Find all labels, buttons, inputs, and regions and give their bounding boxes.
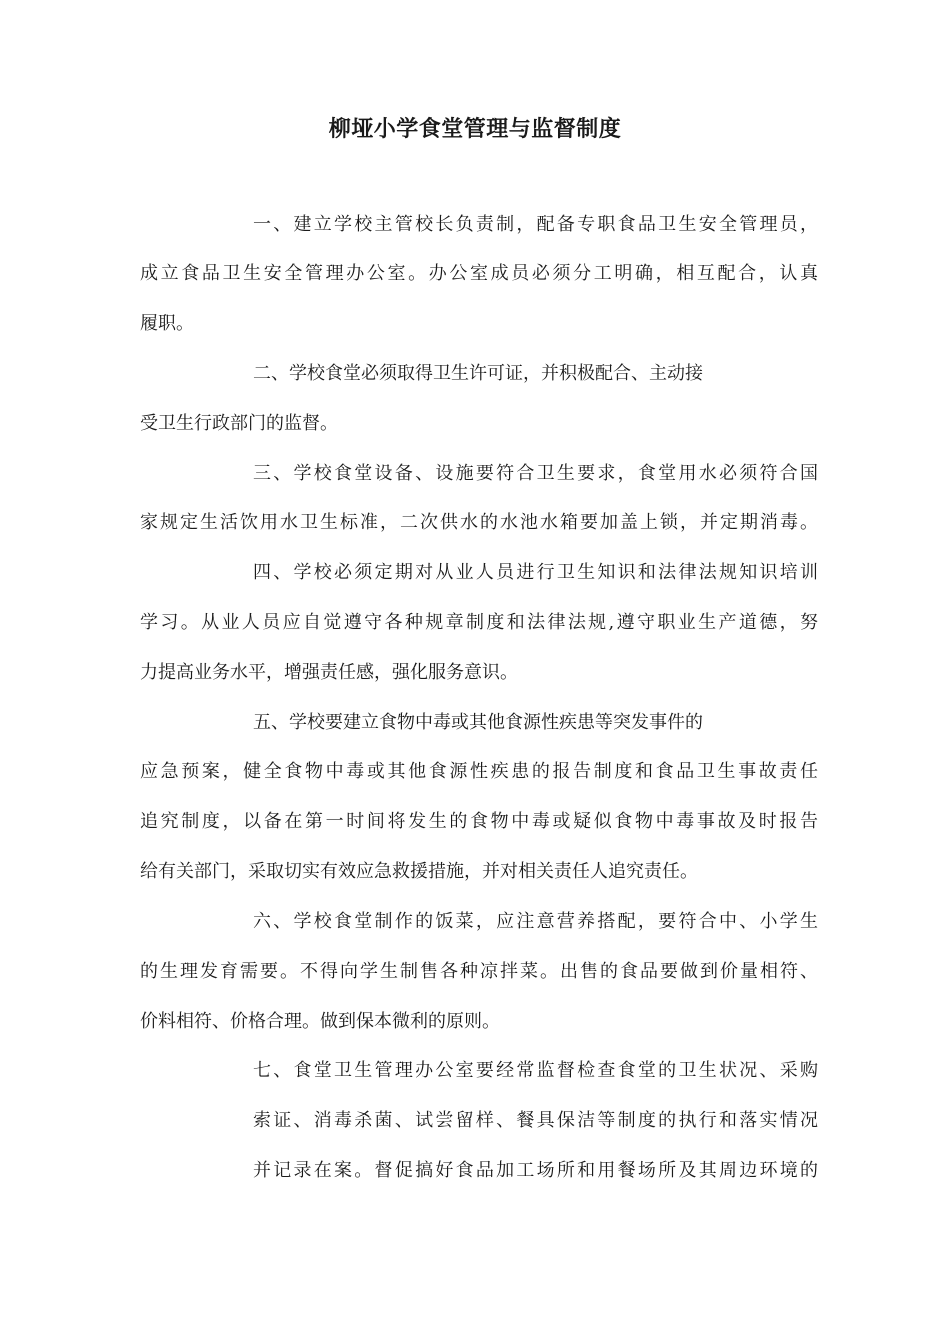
paragraph-line: 应急预案，健全食物中毒或其他食源性疾患的报告制度和食品卫生事故责任 [140, 761, 818, 782]
paragraph-line: 五、学校要建立食物中毒或其他食源性疾患等突发事件的 [253, 712, 703, 733]
paragraph-line: 力提高业务水平，增强责任感，强化服务意识。 [140, 662, 518, 683]
paragraph-line: 给有关部门，采取切实有效应急救援措施，并对相关责任人追究责任。 [140, 861, 698, 882]
paragraph-line: 索证、消毒杀菌、试尝留样、餐具保洁等制度的执行和落实情况 [253, 1110, 818, 1131]
paragraph-line: 成立食品卫生安全管理办公室。办公室成员必须分工明确，相互配合，认真 [140, 263, 818, 284]
paragraph-line: 二、学校食堂必须取得卫生许可证，并积极配合、主动接 [253, 363, 703, 384]
document-title: 柳垭小学食堂管理与监督制度 [328, 117, 622, 142]
paragraph-line: 的生理发育需要。不得向学生制售各种凉拌菜。出售的食品要做到价量相符、 [140, 961, 818, 982]
paragraph-line: 追究制度，以备在第一时间将发生的食物中毒或疑似食物中毒事故及时报告 [140, 811, 818, 832]
paragraph-line: 学习。从业人员应自觉遵守各种规章制度和法律法规,遵守职业生产道德，努 [140, 612, 818, 633]
paragraph-line: 七、食堂卫生管理办公室要经常监督检查食堂的卫生状况、采购 [253, 1060, 818, 1081]
paragraph-line: 并记录在案。督促搞好食品加工场所和用餐场所及其周边环境的 [253, 1160, 818, 1181]
paragraph-line: 三、学校食堂设备、设施要符合卫生要求，食堂用水必须符合国 [253, 463, 818, 484]
paragraph-line: 家规定生活饮用水卫生标准，二次供水的水池水箱要加盖上锁，并定期消毒。 [140, 512, 818, 533]
paragraph-line: 一、建立学校主管校长负责制，配备专职食品卫生安全管理员， [253, 214, 818, 235]
paragraph-line: 六、学校食堂制作的饭菜，应注意营养搭配，要符合中、小学生 [253, 911, 818, 932]
paragraph-line: 价料相符、价格合理。做到保本微利的原则。 [140, 1011, 500, 1032]
paragraph-line: 四、学校必须定期对从业人员进行卫生知识和法律法规知识培训 [253, 562, 818, 583]
paragraph-line: 履职。 [140, 313, 194, 334]
paragraph-line: 受卫生行政部门的监督。 [140, 413, 338, 434]
